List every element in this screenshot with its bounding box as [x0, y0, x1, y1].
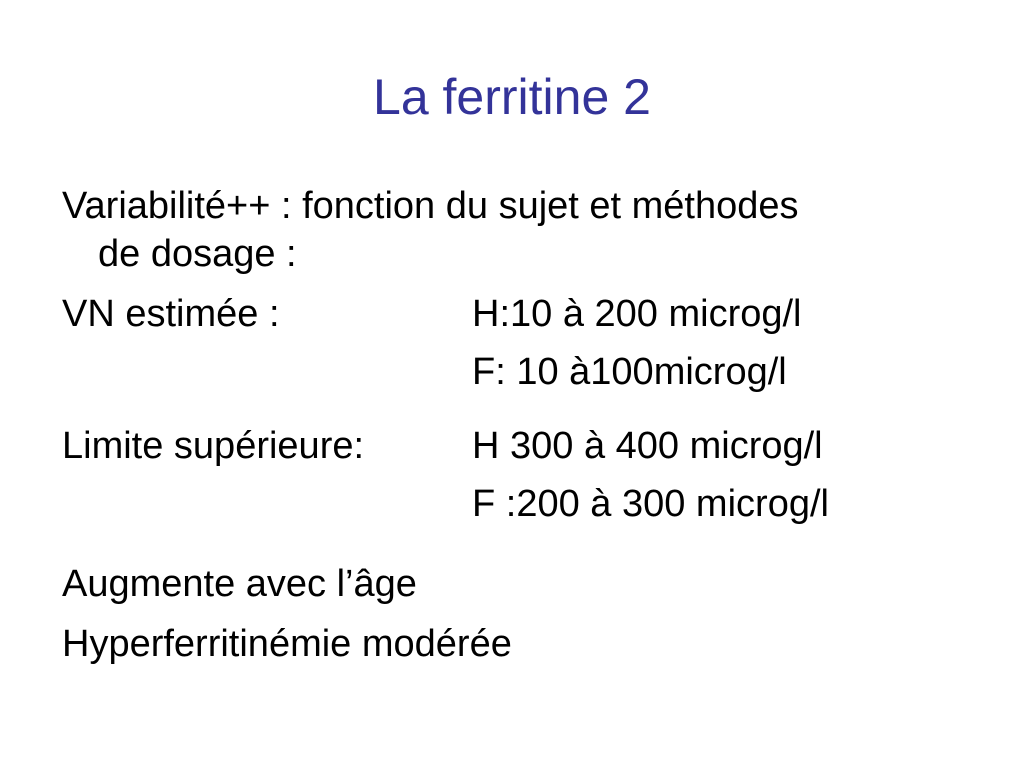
vn-row-2 — [62, 348, 962, 406]
variability-line-1: Variabilité++ : fonction du sujet et méthodes — [62, 185, 799, 227]
variability-line-2: de dosage : — [98, 233, 297, 275]
upper-limit-value-male: H 300 à 400 microg/l — [472, 425, 823, 467]
slide-title: La ferritine 2 — [373, 69, 651, 125]
upper-limit-value-female: F :200 à 300 microg/l — [472, 483, 829, 525]
upper-limit-row-2 — [62, 480, 962, 538]
vn-row-1 — [62, 290, 962, 348]
upper-limit-label: Limite supérieure: — [62, 425, 365, 467]
note-age: Augmente avec l’âge — [62, 563, 417, 605]
slide-body — [62, 182, 962, 674]
vn-label: VN estimée : — [62, 293, 280, 335]
vn-value-male: H:10 à 200 microg/l — [472, 293, 802, 335]
note-hyperferritinemia: Hyperferritinémie modérée — [62, 623, 512, 665]
vn-value-female: F: 10 à100microg/l — [472, 351, 787, 393]
upper-limit-row-1 — [62, 422, 962, 480]
